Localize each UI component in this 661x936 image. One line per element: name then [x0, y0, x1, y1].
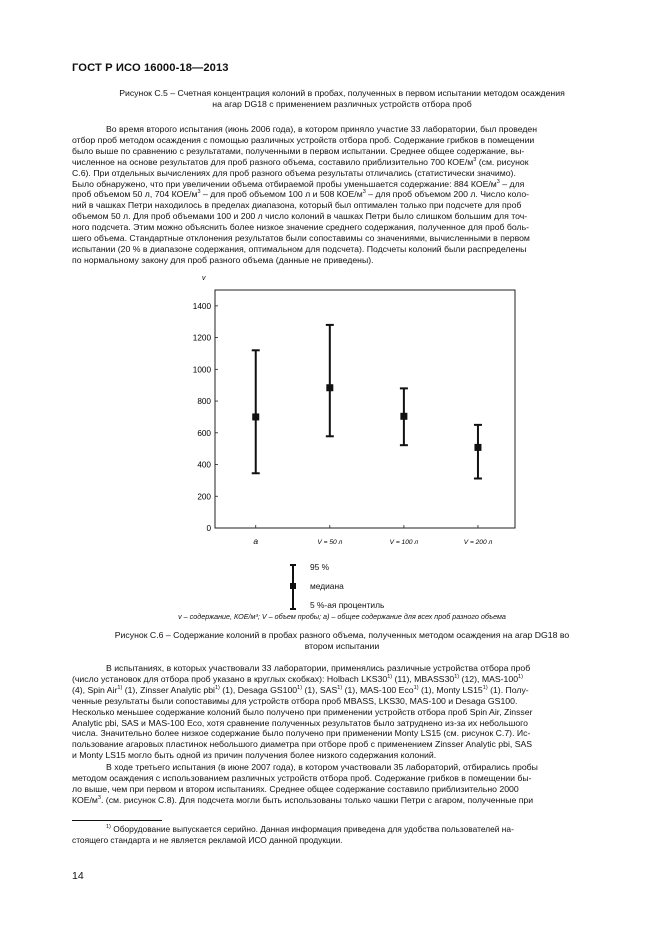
x-tick-label: V = 50 л	[317, 539, 343, 546]
median-marker	[400, 413, 407, 420]
legend-symbol	[285, 562, 305, 612]
caption-line: втором испытании	[304, 641, 380, 652]
y-tick-label: 600	[197, 428, 211, 438]
text-line: ло выше, чем при первом и втором испытаниях. Среднее общее содержание составило приблизительно 2000	[72, 783, 519, 794]
x-tick-label: V = 100 л	[389, 539, 419, 546]
y-tick-label: 1200	[192, 333, 211, 343]
caption-line: на агар DG18 с применением различных устройств отбора проб	[212, 99, 472, 110]
text-line: В ходе третьего испытания (в июне 2007 года), в котором участвовали 35 лабораторий, отбирались пробы	[106, 762, 538, 772]
text-line: объемом 50 л. Для проб объемами 100 и 200 л число колоний в чашках Петри было слишком большим для точ-	[72, 211, 528, 222]
figure-c6-caption	[72, 630, 612, 653]
x-tick-label: V = 200 л	[463, 539, 493, 546]
legend-p5-label: 5 %-ая процентиль	[310, 600, 385, 610]
y-tick-label: 0	[206, 524, 211, 533]
y-tick-label: 1000	[192, 365, 211, 375]
median-marker	[474, 444, 481, 451]
text-line: Analytic pbi, SAS и MAS-100 Eco, хотя сравнение полученных результатов было затруднено из-за их небольшого	[72, 717, 528, 728]
text-line: В испытаниях, в которых участвовали 33 лаборатории, применялись различные устройства отбора проб	[106, 663, 531, 673]
text-line: шего объема. Стандартные отклонения результатов были сопоставимы со значениями, вычисленными в первом	[72, 233, 530, 244]
y-tick-label: 800	[197, 397, 211, 407]
y-tick-label: 200	[197, 492, 211, 502]
page-number: 14	[72, 870, 84, 882]
text-line: Было обнаружено, что при увеличении объема отбираемой пробы уменьшается содержание: 884 КОЕ/$м^3$ – для	[72, 178, 525, 189]
text-line: и Monty LS15 могло быть одной из причин получения более низкого содержания колоний.	[72, 750, 437, 761]
series-errorbars	[252, 325, 482, 479]
text-line: (число установок для отбора проб указано в круглых скобках): Holbach LKS30$^{1)}$ (11), MBASS30$^{1)}$ (12), MAS-100$^{1)}$	[72, 673, 523, 684]
text-line: ний в чашках Петри находилось в пределах диапазона, который был оптимален только при подсчете для проб	[72, 200, 522, 211]
paragraph-devices	[72, 663, 612, 761]
text-line: отбор проб методом осаждения с помощью различных устройств отбора проб. Содержание грибков в помещении	[72, 134, 535, 145]
text-line: пользование агаровых пластинок небольшого диаметра при отборе проб с применением Zinsser Analytic pbi, SAS	[72, 739, 533, 750]
text-line: численное на основе результатов для проб разного объема, составило приблизительно 700 КОЕ/$м^3$ (см. рисунок	[72, 156, 529, 167]
footnote-line: $^{1)}$ Оборудование выпускается серийно. Данная информация приведена для удобства пользователей на-	[106, 824, 514, 834]
y-axis-symbol: v	[202, 275, 206, 282]
text-line: ного подсчета. Этим можно объяснить более низкое значение среднего содержания, полученное для проб боль-	[72, 222, 530, 233]
text-line: методом осаждения с использованием различных устройств отбора проб. Содержание грибков в помещении бы-	[72, 772, 532, 783]
chart-legend	[285, 562, 425, 612]
y-axis-ticks	[193, 302, 218, 533]
text-line: по нормальному закону для проб разного объема (данные не приведены).	[72, 254, 374, 265]
plot-frame	[215, 290, 515, 528]
caption-line: Рисунок С.5 – Счетная концентрация колоний в пробах, полученных в первом испытании методом осаждения	[119, 88, 565, 98]
text-line: КОЕ/$м^3$. (см. рисунок С.8). Для подсчета могли быть использованы только чашки Петри с агаром, полученные при	[72, 794, 534, 805]
y-tick-label: 1400	[192, 301, 211, 311]
text-line: ченные результаты были сопоставимы для устройств отбора проб MBASS, LKS30, MAS-100 и Desaga GS100.	[72, 695, 518, 706]
figure-c5-caption	[72, 88, 612, 111]
legend-p95-label: 95 %	[310, 562, 330, 572]
chart-note: v – содержание, КОЕ/м³; V – объем пробы; a) – общее содержание для всех проб разного объема	[178, 612, 506, 621]
figure-c6-chart	[180, 272, 530, 557]
footnote	[72, 824, 612, 846]
y-tick-label: 400	[197, 460, 211, 470]
median-marker	[326, 384, 333, 391]
text-line: Во время второго испытания (июнь 2006 года), в котором приняло участие 33 лаборатории, был проведен	[106, 124, 538, 134]
text-line: было выше по сравнению с результатами, полученными в первом испытании. Среднее общее содержание, вы-	[72, 145, 525, 156]
median-marker	[252, 413, 259, 420]
document-header: ГОСТ Р ИСО 16000-18—2013	[72, 62, 229, 74]
footnote-divider	[72, 820, 162, 821]
legend-median-label: медиана	[310, 581, 344, 591]
x-tick-label: a	[253, 536, 259, 546]
text-line: С.6). При отдельных вычислениях для проб разного объема результаты отличались (статистически значимо).	[72, 167, 516, 178]
caption-line: Рисунок С.6 – Содержание колоний в пробах разного объема, полученных методом осаждения на агар DG18 во	[114, 630, 570, 640]
text-line: числа. Значительно более низкое содержание было получено при применении Monty LS15 (см. рисунок С.7). Ис-	[72, 728, 531, 739]
paragraph-second-test	[72, 124, 612, 266]
paragraph-third-test	[72, 762, 612, 806]
text-line: проб объемом 50 л, 704 КОЕ/$м^3$ – для проб объемом 100 л и 508 КОЕ/$м^3$ – для проб объемом 200 л. Число коло-	[72, 189, 530, 200]
text-line: (4), Spin Air$^{1)}$ (1), Zinsser Analytic pbi$^{1)}$ (1), Desaga GS100$^{1)}$ (1), SAS$^{1)}$ (1), MAS-100 Eco$^{1)}$ (1), Monty LS15$^{1)}$ (1). Полу-	[72, 684, 529, 695]
legend-median-marker	[290, 583, 296, 589]
text-line: Несколько меньшее содержание колоний было получено при применении устройств отбора проб Spin Air, Zinsser	[72, 706, 533, 717]
footnote-line: стоящего стандарта и не является рекламой ИСО данной продукции.	[72, 834, 343, 845]
text-line: испытании (20 % в диапазоне содержания, оптимальном для подсчета). Подсчеты колоний были распределены	[72, 243, 527, 254]
